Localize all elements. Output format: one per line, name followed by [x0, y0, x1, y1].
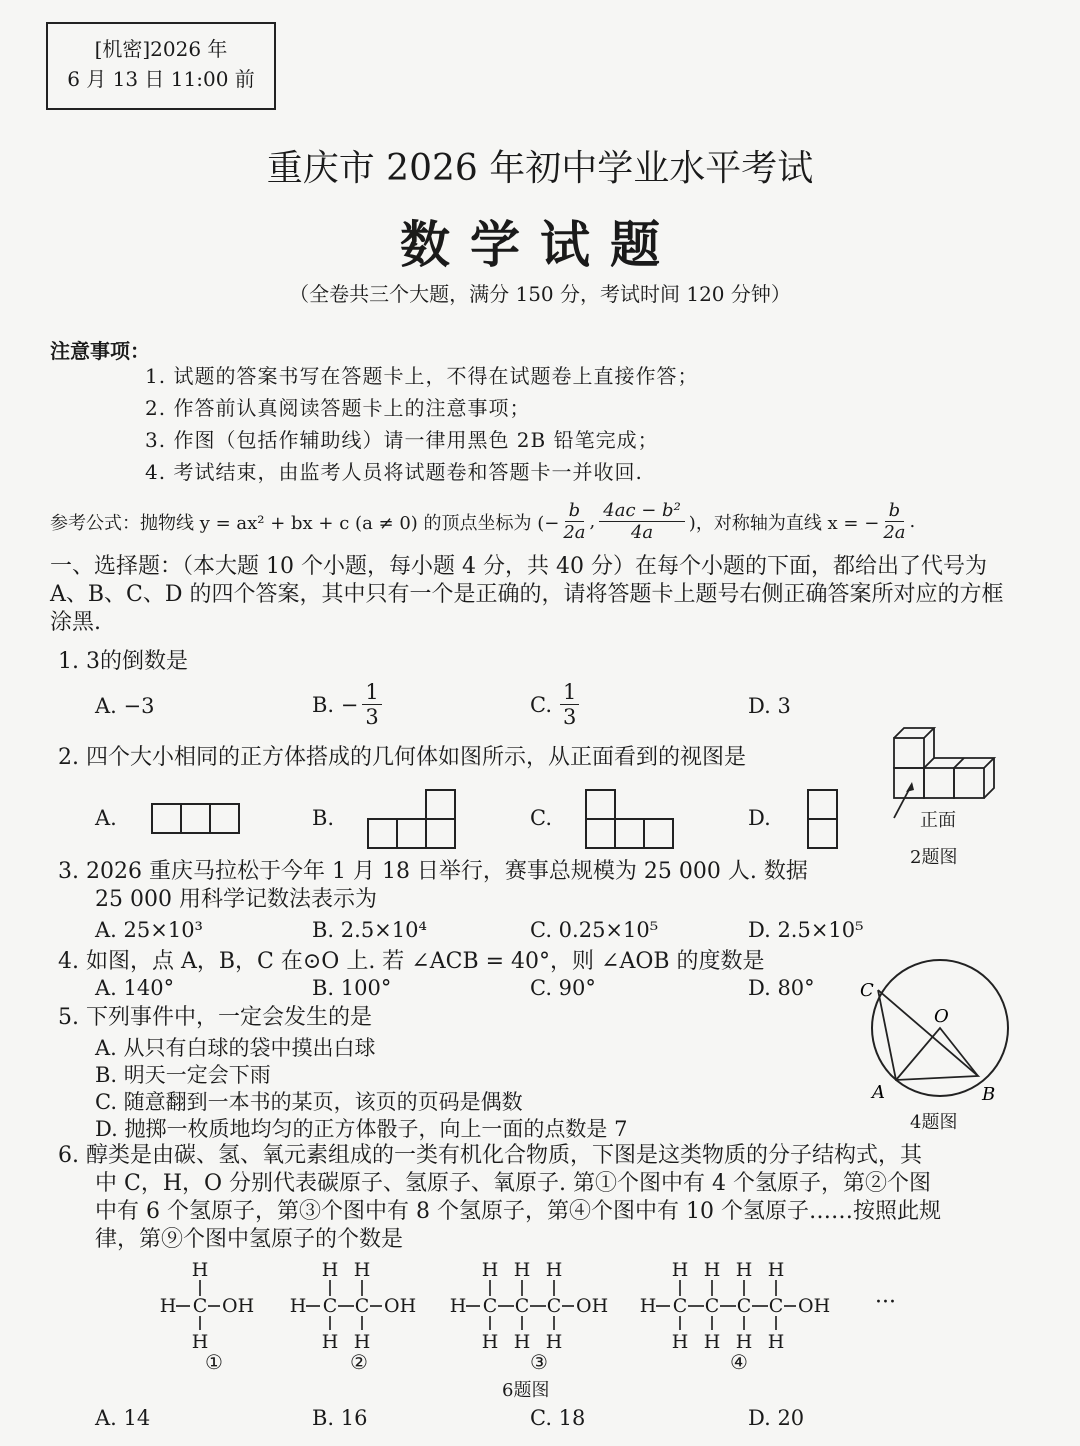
hydrogen-atom: H — [321, 1259, 339, 1281]
hydrogen-atom: H — [735, 1259, 753, 1281]
hydrogen-atom: H — [289, 1295, 307, 1317]
hydrogen-atom: H — [513, 1331, 531, 1353]
carbon-atom: C — [482, 1295, 498, 1317]
q6-label-3: ③ — [530, 1350, 548, 1374]
hydrogen-atom: H — [191, 1259, 209, 1281]
secret-line-2: 6 月 13 日 11:00 前 — [67, 67, 255, 91]
option-label: C. — [530, 692, 552, 717]
hydrogen-atom: H — [735, 1331, 753, 1353]
carbon-atom: C — [546, 1295, 562, 1317]
q3-option-d: D. 2.5×10⁵ — [748, 918, 864, 942]
hydrogen-atom: H — [703, 1331, 721, 1353]
q4-option-a: A. 140° — [95, 976, 175, 1000]
q1-option-d: D. 3 — [748, 694, 791, 718]
hydrogen-atom: H — [703, 1259, 721, 1281]
q6-option-a: A. 14 — [95, 1406, 151, 1430]
hydrogen-atom: H — [767, 1331, 785, 1353]
hydrogen-atom: H — [671, 1331, 689, 1353]
q5-option-d: D. 抛掷一枚质地均匀的正方体骰子，向上一面的点数是 7 — [95, 1117, 628, 1141]
hydrogen-atom: H — [513, 1259, 531, 1281]
q6-label-1: ① — [205, 1350, 223, 1374]
q4-option-b: B. 100° — [312, 976, 392, 1000]
hydrogen-atom: H — [353, 1259, 371, 1281]
q3-stem-cont: 25 000 用科学记数法表示为 — [95, 887, 377, 912]
fraction-b-2a — [563, 500, 585, 543]
fraction-axis — [883, 500, 905, 543]
secret-line-1: [机密]2026 年 — [94, 37, 228, 61]
note-item: 3. 作图（包括作辅助线）请一律用黑色 2B 铅笔完成； — [145, 428, 659, 452]
hydroxyl-group: OH — [798, 1295, 831, 1317]
q2-option-a: A. — [95, 806, 117, 830]
point-b-label: B — [982, 1084, 996, 1105]
q2-view-c — [584, 788, 676, 850]
fraction-denominator: 3 — [365, 705, 379, 729]
option-label: B. − — [312, 692, 359, 717]
carbon-atom: C — [514, 1295, 530, 1317]
q4-option-c: C. 90° — [530, 976, 596, 1000]
hydrogen-atom: H — [353, 1331, 371, 1353]
hydrogen-atom: H — [671, 1259, 689, 1281]
q5-stem: 5. 下列事件中，一定会发生的是 — [58, 1005, 372, 1030]
q2-option-c: C. — [530, 806, 552, 830]
q2-front-label: 正面 — [920, 810, 956, 831]
q5-option-a: A. 从只有白球的袋中摸出白球 — [95, 1036, 376, 1060]
carbon-atom: C — [768, 1295, 784, 1317]
fraction-denominator: 2a — [883, 522, 906, 543]
q3-stem: 3. 2026 重庆马拉松于今年 1 月 18 日举行，赛事总规模为 25 000 人. 数据 — [58, 859, 808, 884]
note-item: 2. 作答前认真阅读答题卡上的注意事项； — [145, 396, 531, 420]
q6-stem-line-3: 中有 6 个氢原子，第③个图中有 8 个氢原子，第④个图中有 10 个氢原子……按照此规 — [95, 1199, 941, 1224]
q2-stem: 2. 四个大小相同的正方体搭成的几何体如图所示，从正面看到的视图是 — [58, 745, 746, 770]
q6-option-d: D. 20 — [748, 1406, 805, 1430]
q6-figure-caption: 6题图 — [502, 1380, 550, 1401]
formula-end: . — [909, 511, 916, 532]
q4-stem: 4. 如图，点 A，B，C 在⊙O 上. 若 ∠ACB = 40°，则 ∠AOB 的度数是 — [58, 949, 765, 974]
hydrogen-atom: H — [449, 1295, 467, 1317]
q6-ellipsis: ··· — [875, 1290, 896, 1315]
fraction-denominator: 2a — [563, 522, 586, 543]
carbon-atom: C — [704, 1295, 720, 1317]
q6-label-4: ④ — [730, 1350, 748, 1374]
q2-figure-caption: 2题图 — [910, 847, 958, 868]
q6-stem-line-4: 律，第⑨个图中氢原子的个数是 — [95, 1227, 404, 1252]
q5-option-c: C. 随意翻到一本书的某页，该页的页码是偶数 — [95, 1090, 523, 1114]
point-o-label: O — [934, 1006, 949, 1027]
hydrogen-atom: H — [481, 1331, 499, 1353]
fraction-4ac — [599, 500, 685, 543]
exam-title: 重庆市 2026 年初中学业水平考试 — [266, 148, 814, 189]
hydrogen-atom: H — [481, 1259, 499, 1281]
q2-view-d — [806, 788, 840, 850]
point-a-label: A — [872, 1082, 885, 1103]
carbon-atom: C — [672, 1295, 688, 1317]
hydroxyl-group: OH — [384, 1295, 417, 1317]
q2-option-b: B. — [312, 806, 335, 830]
carbon-atom: C — [354, 1295, 370, 1317]
fraction-numerator: 1 — [362, 680, 381, 705]
hydrogen-atom: H — [321, 1331, 339, 1353]
subject-title: 数学试题 — [400, 215, 680, 274]
q6-stem-line-2: 中 C，H，O 分别代表碳原子、氢原子、氧原子. 第①个图中有 4 个氢原子，第②个图 — [95, 1171, 932, 1196]
reference-formula: 参考公式：抛物线 y = ax² + bx + c (a ≠ 0) 的顶点坐标为 (− $\frac{b}{2a}$ , $\frac{\text{4ac − b²}}{4a}$ )，对称轴为直线 x = − $\frac{b}{2a}$ . — [50, 500, 916, 543]
hydrogen-atom: H — [545, 1259, 563, 1281]
q4-circle-figure — [850, 950, 1020, 1110]
q1-option-b — [312, 680, 382, 729]
q6-option-b: B. 16 — [312, 1406, 368, 1430]
carbon-atom: C — [192, 1295, 208, 1317]
notes-heading: 注意事项： — [50, 339, 150, 363]
hydroxyl-group: OH — [222, 1295, 255, 1317]
q6-stem-line-1: 6. 醇类是由碳、氢、氧元素组成的一类有机化合物质，下图是这类物质的分子结构式，其 — [58, 1143, 922, 1168]
hydrogen-atom: H — [767, 1259, 785, 1281]
hydrogen-atom: H — [191, 1331, 209, 1353]
q2-option-d: D. — [748, 806, 771, 830]
hydrogen-atom: H — [160, 1295, 177, 1317]
note-item: 4. 考试结束，由监考人员将试题卷和答题卡一并收回. — [145, 460, 643, 484]
formula-prefix: 参考公式：抛物线 y = ax² + bx + c (a ≠ 0) 的顶点坐标为 (− — [50, 512, 560, 534]
fraction-numerator: b — [885, 500, 905, 522]
hydroxyl-group: OH — [576, 1295, 609, 1317]
carbon-atom: C — [736, 1295, 752, 1317]
hydrogen-atom: H — [545, 1331, 563, 1353]
fraction-denominator: 4a — [630, 522, 654, 543]
q6-option-c: C. 18 — [530, 1406, 586, 1430]
formula-mid: )，对称轴为直线 x = − — [688, 512, 880, 534]
fraction-denominator: 3 — [563, 705, 577, 729]
note-item: 1. 试题的答案书写在答题卡上，不得在试题卷上直接作答； — [145, 364, 699, 388]
exam-meta: （全卷共三个大题，满分 150 分，考试时间 120 分钟） — [289, 282, 791, 306]
q1-stem: 1. 3的倒数是 — [58, 649, 188, 674]
q6-label-2: ② — [350, 1350, 368, 1374]
q1-option-c — [530, 680, 579, 729]
q3-option-a: A. 25×10³ — [95, 918, 203, 942]
carbon-atom: C — [322, 1295, 338, 1317]
fraction-numerator: 1 — [560, 680, 579, 705]
q2-view-b — [366, 788, 458, 850]
q3-option-b: B. 2.5×10⁴ — [312, 918, 427, 942]
confidential-box — [46, 22, 276, 110]
fraction-numerator: b — [565, 500, 585, 522]
q5-option-b: B. 明天一定会下雨 — [95, 1063, 271, 1087]
q4-option-d: D. 80° — [748, 976, 815, 1000]
q4-figure-caption: 4题图 — [910, 1112, 958, 1133]
section-1-heading: 一、选择题：（本大题 10 个小题，每小题 4 分，共 40 分）在每个小题的下面，都给出了代号为 A、B、C、D 的四个答案，其中只有一个是正确的，请将答题卡上题号右侧正确答案所对应的方框涂黑. — [50, 554, 1004, 635]
point-c-label: C — [860, 980, 874, 1001]
q3-option-c: C. 0.25×10⁵ — [530, 918, 659, 942]
q2-view-a — [150, 802, 242, 834]
fraction-numerator: 4ac − b² — [599, 500, 685, 522]
hydrogen-atom: H — [639, 1295, 657, 1317]
q1-option-a: A. −3 — [95, 694, 155, 718]
